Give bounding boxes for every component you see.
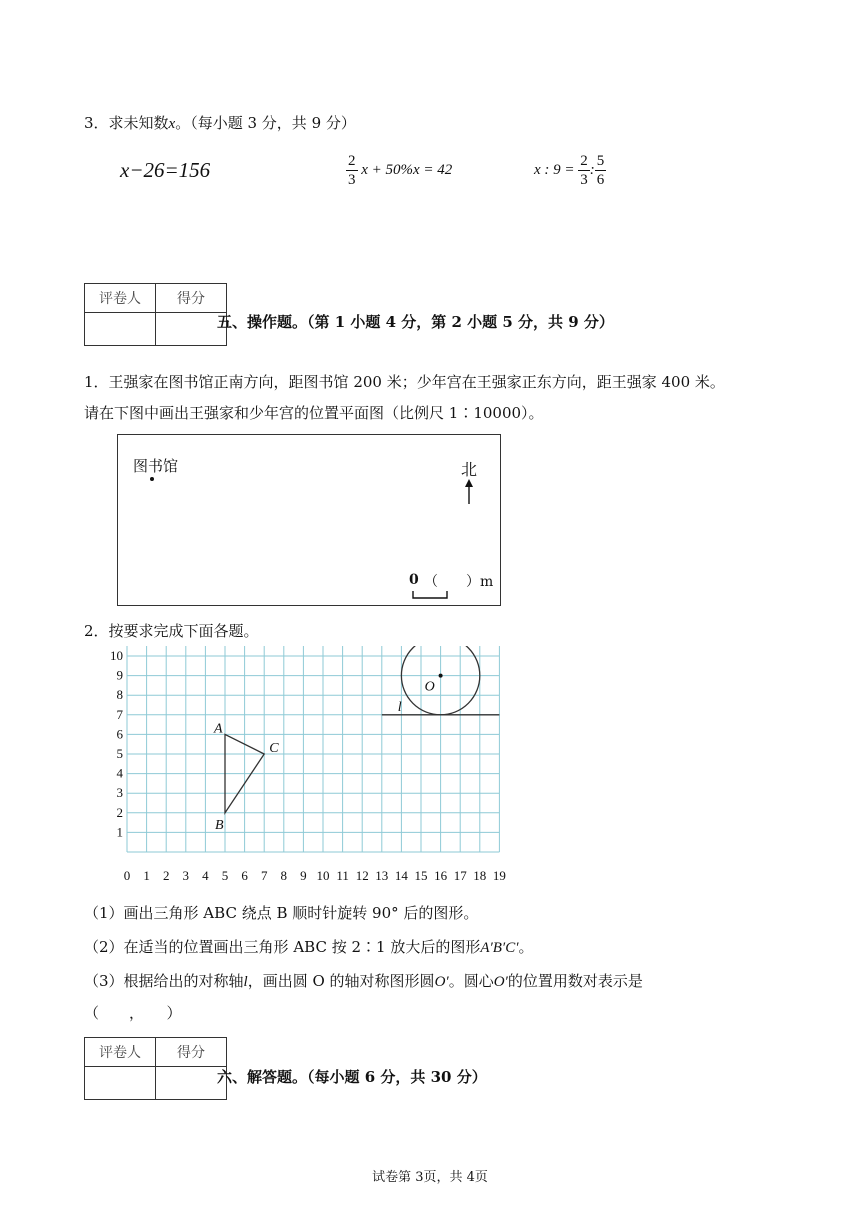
x-tick-label: 19	[492, 868, 506, 883]
eq3-fraction-2	[595, 152, 607, 189]
x-tick-label: 14	[394, 868, 408, 883]
y-tick-label: 3	[116, 785, 123, 801]
x-tick-label: 9	[300, 868, 307, 883]
score-col-grader: 评卷人	[85, 284, 156, 313]
x-tick-label: 4	[202, 868, 209, 883]
point-label: C	[269, 741, 279, 756]
y-tick-label: 6	[116, 726, 123, 742]
eq3-f1-den: 3	[580, 172, 588, 188]
library-point	[150, 477, 154, 481]
circle-center-dot	[439, 674, 443, 678]
north-arrow-icon	[463, 479, 475, 505]
eq3-f1-num: 2	[580, 153, 588, 169]
eq3-left: x : 9 =	[534, 162, 575, 178]
sub-question-3	[84, 970, 643, 991]
sub3-o-prime-1: O′	[434, 974, 449, 990]
point-label: A	[214, 721, 223, 737]
score-cell-grader[interactable]	[85, 1067, 156, 1100]
scale-bar-icon	[412, 590, 448, 600]
x-tick-label: 15	[414, 868, 428, 883]
page-footer: 试卷第 3页，共 4页	[372, 1170, 488, 1185]
y-tick-label: 9	[116, 667, 123, 683]
sub3-axis-l: l	[243, 974, 248, 990]
score-col-grader: 评卷人	[85, 1038, 156, 1067]
y-tick-label: 7	[116, 706, 123, 722]
eq2-numerator: 2	[348, 153, 356, 169]
score-cell-score[interactable]	[156, 313, 227, 346]
sub3-part-b: ，画出圆 O 的轴对称图形圆	[247, 972, 435, 990]
x-tick-label: 6	[241, 868, 248, 883]
q3-heading	[84, 112, 356, 133]
y-tick-label: 2	[116, 804, 123, 820]
sub3-part-c: 。圆心	[448, 972, 494, 990]
scale-blank: （ ）m	[424, 574, 494, 590]
x-tick-label: 17	[453, 868, 467, 883]
q3-heading-prefix: 3．求未知数	[84, 114, 169, 132]
eq2-denominator: 3	[348, 172, 356, 188]
north-label: 北	[461, 460, 478, 479]
eq2-fraction	[346, 152, 358, 189]
q1-line1: 1．王强家在图书馆正南方向，距图书馆 200 米；少年宫在王强家正东方向，距王强家 400 米。	[84, 373, 725, 391]
equation-3	[534, 152, 606, 189]
sub-question-2	[84, 936, 534, 957]
eq3-colon: :	[589, 162, 595, 178]
sub-question-1: （1）画出三角形 ABC 绕点 B 顺时针旋转 90° 后的图形。	[84, 904, 479, 922]
x-tick-label: 13	[375, 868, 389, 883]
library-label: 图书馆	[133, 457, 179, 475]
y-tick-label: 10	[110, 648, 123, 663]
sub3-part-a: （3）根据给出的对称轴	[84, 972, 244, 990]
score-table-section6	[84, 1037, 227, 1100]
equation-2	[346, 152, 452, 189]
symmetry-axis-label: l	[397, 699, 402, 715]
q1-line2: 请在下图中画出王强家和少年宫的位置平面图（比例尺 1∶10000）。	[84, 404, 544, 422]
y-tick-label: 8	[116, 687, 123, 703]
q3-heading-suffix: 。（每小题 3 分，共 9 分）	[175, 114, 356, 132]
x-tick-label: 1	[143, 868, 150, 883]
sub2-suffix: 。	[518, 938, 534, 956]
eq3-f2-num: 5	[596, 153, 605, 169]
section5-title: 五、操作题。（第 1 小题 4 分，第 2 小题 5 分，共 9 分）	[217, 313, 614, 331]
x-tick-label: 16	[434, 868, 448, 883]
eq3-fraction-1	[578, 152, 590, 189]
eq2-rest: x + 50%x = 42	[361, 162, 453, 178]
sub3-answer-blank[interactable]: （ ， ）	[84, 1004, 182, 1022]
x-tick-label: 11	[336, 868, 349, 883]
x-tick-label: 5	[221, 868, 229, 883]
score-table-section5	[84, 283, 227, 346]
sub3-part-d: 的位置用数对表示是	[507, 972, 643, 990]
sub2-figure-name: A′B′C′	[480, 940, 519, 956]
y-tick-label: 1	[116, 824, 123, 840]
score-cell-grader[interactable]	[85, 313, 156, 346]
eq3-f2-den: 6	[596, 172, 605, 188]
circle-center-label: O	[424, 679, 435, 695]
x-tick-label: 7	[260, 868, 268, 883]
sub2-prefix: （2）在适当的位置画出三角形 ABC 按 2∶1 放大后的图形	[84, 938, 481, 956]
x-tick-label: 2	[162, 868, 170, 883]
scale-zero: 0	[409, 572, 419, 588]
map-drawing-area[interactable]	[117, 434, 501, 606]
equation-1: x−26=156	[120, 158, 211, 182]
grid-figure[interactable]	[105, 646, 525, 890]
score-col-score: 得分	[156, 284, 227, 313]
x-tick-label: 3	[182, 868, 190, 883]
x-tick-label: 8	[280, 868, 288, 883]
x-tick-label: 0	[123, 868, 131, 883]
y-tick-label: 5	[116, 746, 123, 761]
score-cell-score[interactable]	[156, 1067, 227, 1100]
y-tick-label: 4	[116, 765, 123, 781]
sub3-o-prime-2: O′	[493, 974, 508, 990]
section6-title: 六、解答题。（每小题 6 分，共 30 分）	[217, 1068, 487, 1086]
point-label: B	[215, 817, 224, 833]
q3-heading-var: x	[168, 116, 176, 132]
x-tick-label: 10	[316, 868, 330, 883]
score-col-score: 得分	[156, 1038, 227, 1067]
x-tick-label: 12	[355, 868, 369, 883]
x-tick-label: 18	[473, 868, 487, 883]
q2-title: 2．按要求完成下面各题。	[84, 622, 259, 640]
